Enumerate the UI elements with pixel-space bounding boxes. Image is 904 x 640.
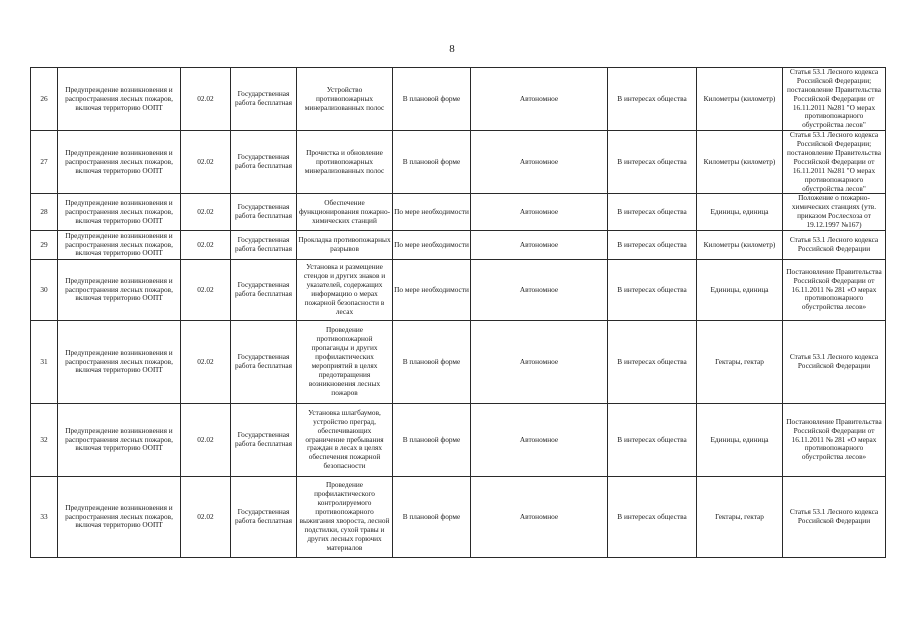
mode-cell: Автономное xyxy=(471,404,608,477)
activity-cell: Прокладка противопожарных разрывов xyxy=(297,231,393,260)
activity-cell: Прочистка и обновление противопожарных минерализованных полос xyxy=(297,131,393,194)
unit-cell: Километры (километр) xyxy=(697,131,783,194)
purpose-cell: Предупреждение возникновения и распространения лесных пожаров, включая территорию ООПТ xyxy=(58,260,181,321)
activity-cell: Устройство противопожарных минерализованных полос xyxy=(297,68,393,131)
form-cell: В плановой форме xyxy=(393,68,471,131)
purpose-cell: Предупреждение возникновения и распространения лесных пожаров, включая территорию ООПТ xyxy=(58,68,181,131)
legal-basis-cell: Постановление Правительства Российской Федерации от 16.11.2011 № 281 «О мерах противопожарного обустройства лесов» xyxy=(783,404,886,477)
legal-basis-cell: Статья 53.1 Лесного кодекса Российской Федерации xyxy=(783,321,886,404)
table-row xyxy=(31,321,886,404)
work-type-cell: Государственная работа бесплатная xyxy=(231,231,297,260)
purpose-cell: Предупреждение возникновения и распространения лесных пожаров, включая территорию ООПТ xyxy=(58,321,181,404)
work-type-cell: Государственная работа бесплатная xyxy=(231,260,297,321)
mode-cell: Автономное xyxy=(471,194,608,231)
legal-basis-cell: Статья 53.1 Лесного кодекса Российской Федерации; постановление Правительства Российской Федерации от 16.11.2011 №281 "О мерах противопожарного обустройства лесов" xyxy=(783,68,886,131)
code-cell: 02.02 xyxy=(181,68,231,131)
row-number: 31 xyxy=(31,321,58,404)
mode-cell: Автономное xyxy=(471,260,608,321)
form-cell: В плановой форме xyxy=(393,404,471,477)
interest-cell: В интересах общества xyxy=(608,477,697,558)
table-row xyxy=(31,131,886,194)
purpose-cell: Предупреждение возникновения и распространения лесных пожаров, включая территорию ООПТ xyxy=(58,404,181,477)
row-number: 32 xyxy=(31,404,58,477)
activity-cell: Проведение противопожарной пропаганды и других профилактических мероприятий в целях предотвращения возникновения лесных пожаров xyxy=(297,321,393,404)
unit-cell: Гектары, гектар xyxy=(697,477,783,558)
table-row xyxy=(31,68,886,131)
form-cell: По мере необходимости xyxy=(393,260,471,321)
table-row xyxy=(31,231,886,260)
interest-cell: В интересах общества xyxy=(608,260,697,321)
interest-cell: В интересах общества xyxy=(608,404,697,477)
code-cell: 02.02 xyxy=(181,231,231,260)
work-type-cell: Государственная работа бесплатная xyxy=(231,68,297,131)
form-cell: В плановой форме xyxy=(393,321,471,404)
mode-cell: Автономное xyxy=(471,131,608,194)
mode-cell: Автономное xyxy=(471,477,608,558)
row-number: 29 xyxy=(31,231,58,260)
row-number: 30 xyxy=(31,260,58,321)
row-number: 26 xyxy=(31,68,58,131)
mode-cell: Автономное xyxy=(471,321,608,404)
activity-cell: Проведение профилактического контролируемого противопожарного выжигания хвороста, лесной подстилки, сухой травы и других лесных горючих материалов xyxy=(297,477,393,558)
code-cell: 02.02 xyxy=(181,260,231,321)
table-row xyxy=(31,477,886,558)
purpose-cell: Предупреждение возникновения и распространения лесных пожаров, включая территорию ООПТ xyxy=(58,477,181,558)
code-cell: 02.02 xyxy=(181,194,231,231)
page-number: 8 xyxy=(449,43,455,55)
row-number: 27 xyxy=(31,131,58,194)
unit-cell: Километры (километр) xyxy=(697,231,783,260)
row-number: 33 xyxy=(31,477,58,558)
code-cell: 02.02 xyxy=(181,477,231,558)
interest-cell: В интересах общества xyxy=(608,131,697,194)
work-type-cell: Государственная работа бесплатная xyxy=(231,477,297,558)
form-cell: В плановой форме xyxy=(393,131,471,194)
unit-cell: Единицы, единица xyxy=(697,404,783,477)
legal-basis-cell: Постановление Правительства Российской Федерации от 16.11.2011 № 281 «О мерах противопожарного обустройства лесов» xyxy=(783,260,886,321)
work-type-cell: Государственная работа бесплатная xyxy=(231,321,297,404)
unit-cell: Единицы, единица xyxy=(697,194,783,231)
legal-basis-cell: Статья 53.1 Лесного кодекса Российской Федерации xyxy=(783,231,886,260)
interest-cell: В интересах общества xyxy=(608,321,697,404)
activity-cell: Обеспечение функционирования пожарно-химических станций xyxy=(297,194,393,231)
unit-cell: Единицы, единица xyxy=(697,260,783,321)
legal-basis-cell: Статья 53.1 Лесного кодекса Российской Федерации xyxy=(783,477,886,558)
purpose-cell: Предупреждение возникновения и распространения лесных пожаров, включая территорию ООПТ xyxy=(58,194,181,231)
work-type-cell: Государственная работа бесплатная xyxy=(231,404,297,477)
interest-cell: В интересах общества xyxy=(608,68,697,131)
code-cell: 02.02 xyxy=(181,321,231,404)
table-row xyxy=(31,260,886,321)
table-row xyxy=(31,194,886,231)
table-row xyxy=(31,404,886,477)
purpose-cell: Предупреждение возникновения и распространения лесных пожаров, включая территорию ООПТ xyxy=(58,231,181,260)
works-table xyxy=(30,67,886,558)
work-type-cell: Государственная работа бесплатная xyxy=(231,131,297,194)
legal-basis-cell: Статья 53.1 Лесного кодекса Российской Федерации; постановление Правительства Российской Федерации от 16.11.2011 №281 "О мерах противопожарного обустройства лесов" xyxy=(783,131,886,194)
form-cell: В плановой форме xyxy=(393,477,471,558)
activity-cell: Установка шлагбаумов, устройство преград, обеспечивающих ограничение пребывания граждан в лесах в целях обеспечения пожарной безопасности xyxy=(297,404,393,477)
unit-cell: Километры (километр) xyxy=(697,68,783,131)
mode-cell: Автономное xyxy=(471,68,608,131)
form-cell: По мере необходимости xyxy=(393,194,471,231)
legal-basis-cell: Положение о пожарно-химических станциях (утв. приказом Рослесхоза от 19.12.1997 №167) xyxy=(783,194,886,231)
mode-cell: Автономное xyxy=(471,231,608,260)
purpose-cell: Предупреждение возникновения и распространения лесных пожаров, включая территорию ООПТ xyxy=(58,131,181,194)
unit-cell: Гектары, гектар xyxy=(697,321,783,404)
interest-cell: В интересах общества xyxy=(608,231,697,260)
form-cell: По мере необходимости xyxy=(393,231,471,260)
work-type-cell: Государственная работа бесплатная xyxy=(231,194,297,231)
interest-cell: В интересах общества xyxy=(608,194,697,231)
code-cell: 02.02 xyxy=(181,404,231,477)
code-cell: 02.02 xyxy=(181,131,231,194)
row-number: 28 xyxy=(31,194,58,231)
activity-cell: Установка и размещение стендов и других знаков и указателей, содержащих информацию о мерах пожарной безопасности в лесах xyxy=(297,260,393,321)
